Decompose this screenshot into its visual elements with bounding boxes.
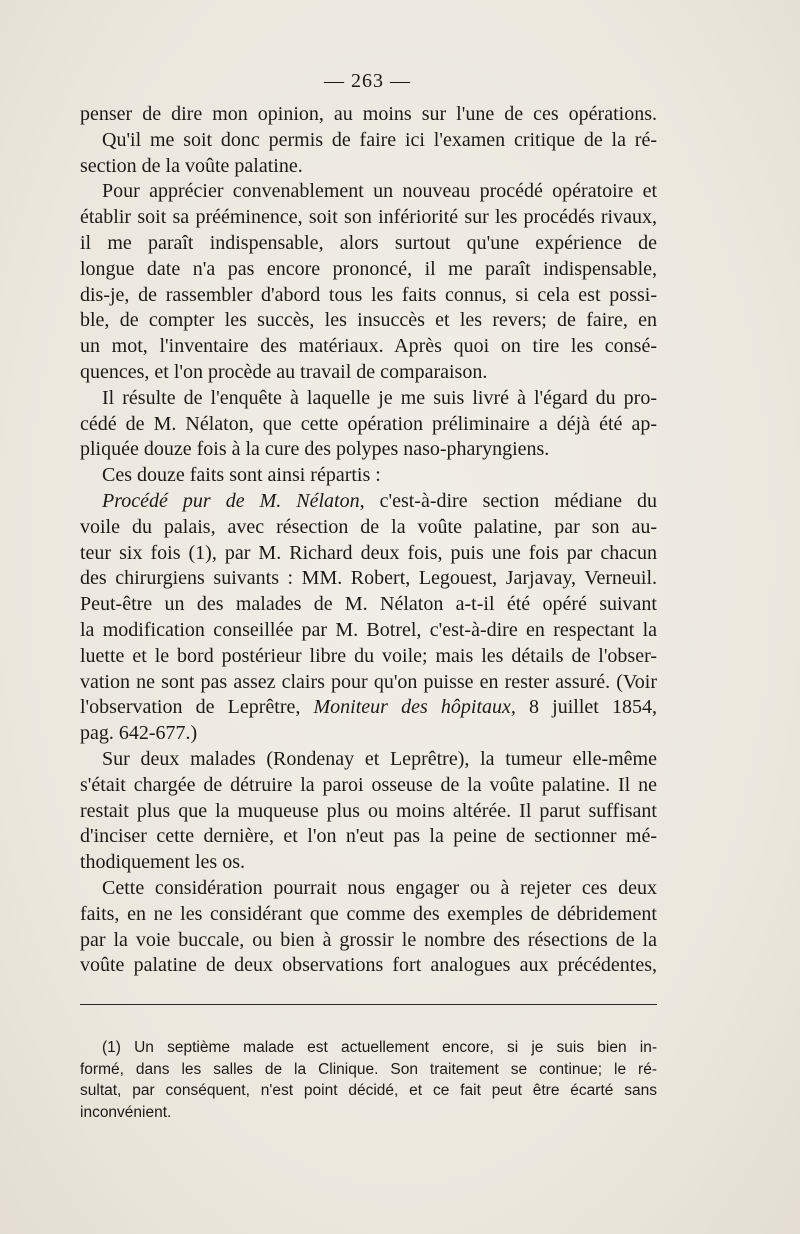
- text-segment: pag. 642-677.): [80, 722, 198, 745]
- text-segment: teur six fois (1), par M. Richard deux fois, puis une fois par chacun: [80, 541, 657, 564]
- text-segment: vation ne sont pas assez clairs pour qu'on puisse en rester assuré. (Voir: [80, 670, 657, 693]
- footnote-line: inconvénient.: [80, 1103, 172, 1121]
- text-segment: cédé de M. Nélaton, que cette opération préliminaire a déjà été ap-: [80, 412, 657, 435]
- page-number: — 263 —: [324, 70, 411, 92]
- text-segment: d'inciser cette dernière, et l'on n'eut pas la peine de sectionner mé-: [80, 825, 657, 848]
- text-line: [80, 953, 657, 979]
- text-line: [80, 541, 657, 567]
- text-segment: la modification conseillée par M. Botrel, c'est-à-dire en respectant la: [80, 618, 657, 641]
- text-line: [80, 257, 657, 283]
- text-line: [80, 437, 657, 463]
- text-segment: Il résulte de l'enquête à laquelle je me suis livré à l'égard du pro-: [102, 386, 657, 409]
- text-segment: il me paraît indispensable, alors surtout qu'une expérience de: [80, 231, 657, 254]
- text-line: [80, 489, 657, 515]
- text-line: [80, 386, 657, 412]
- text-line: [80, 128, 657, 154]
- text-line: [80, 463, 657, 489]
- text-line: [80, 154, 657, 180]
- text-line: [80, 412, 657, 438]
- text-segment: luette et le bord postérieur libre du voile; mais les détails de l'obser-: [80, 644, 657, 667]
- text-segment: Peut-être un des malades de M. Nélaton a-t-il été opéré suivant: [80, 593, 657, 616]
- italic-text: Procédé pur de M. Nélaton: [102, 489, 360, 512]
- text-line: [80, 360, 657, 386]
- text-segment: restait plus que la muqueuse plus ou moins altérée. Il parut suffisant: [80, 799, 657, 822]
- body-text: [80, 102, 657, 979]
- text-segment: faits, en ne les considérant que comme des exemples de débridement: [80, 902, 657, 925]
- text-line: [80, 773, 657, 799]
- text-segment: Ces douze faits sont ainsi répartis :: [102, 464, 381, 487]
- text-line: [80, 283, 657, 309]
- text-line: [80, 231, 657, 257]
- text-line: [80, 747, 657, 773]
- text-line: [80, 205, 657, 231]
- text-line: [80, 515, 657, 541]
- text-segment: longue date n'a pas encore prononcé, il me paraît indispensable,: [80, 257, 657, 280]
- text-line: [80, 928, 657, 954]
- text-segment: ble, de compter les succès, les insuccès et les revers; de faire, en: [80, 309, 657, 332]
- text-line: [80, 102, 657, 128]
- footnote-line: formé, dans les salles de la Clinique. Son traitement se continue; le ré-: [80, 1060, 657, 1078]
- text-line: [80, 876, 657, 902]
- text-segment: Cette considération pourrait nous engager ou à rejeter ces deux: [102, 876, 657, 899]
- text-segment: établir soit sa prééminence, soit son infériorité sur les procédés rivaux,: [80, 206, 657, 229]
- text-segment: section de la voûte palatine.: [80, 154, 303, 177]
- text-segment: Qu'il me soit donc permis de faire ici l'examen critique de la ré-: [102, 128, 657, 151]
- text-line: [80, 902, 657, 928]
- text-segment: , c'est-à-dire section médiane du: [359, 489, 657, 512]
- text-segment: un mot, l'inventaire des matériaux. Après quoi on tire les consé-: [80, 335, 657, 358]
- italic-text: Moniteur des hôpitaux,: [313, 696, 516, 719]
- text-line: [80, 824, 657, 850]
- text-line: [80, 179, 657, 205]
- text-segment: 8 juillet 1854,: [515, 696, 657, 719]
- text-line: [80, 721, 657, 747]
- text-segment: dis-je, de rassembler d'abord tous les faits connus, si cela est possi-: [80, 283, 657, 306]
- text-segment: quences, et l'on procède au travail de comparaison.: [80, 360, 488, 383]
- text-segment: penser de dire mon opinion, au moins sur l'une de ces opérations.: [80, 103, 657, 125]
- text-segment: l'observation de Leprêtre,: [80, 696, 314, 719]
- text-segment: s'était chargée de détruire la paroi osseuse de la voûte palatine. Il ne: [80, 773, 657, 796]
- footnote-line: sultat, par conséquent, n'est point décidé, et ce fait peut être écarté sans: [80, 1082, 657, 1099]
- footnote: [80, 1037, 657, 1123]
- text-line: [80, 799, 657, 825]
- text-segment: des chirurgiens suivants : MM. Robert, Legouest, Jarjavay, Verneuil.: [80, 567, 657, 590]
- text-segment: voile du palais, avec résection de la voûte palatine, par son au-: [80, 515, 657, 538]
- text-segment: par la voie buccale, ou bien à grossir le nombre des résections de la: [80, 928, 657, 951]
- text-line: [80, 850, 657, 876]
- text-segment: pliquée douze fois à la cure des polypes naso-pharyngiens.: [80, 438, 550, 461]
- text-line: [80, 334, 657, 360]
- footnote-line: (1) Un septième malade est actuellement encore, si je suis bien in-: [102, 1039, 657, 1056]
- text-line: [80, 695, 657, 721]
- text-segment: voûte palatine de deux observations fort analogues aux précédentes,: [80, 954, 657, 977]
- text-segment: thodiquement les os.: [80, 851, 245, 874]
- text-line: [80, 644, 657, 670]
- text-segment: Pour apprécier convenablement un nouveau procédé opératoire et: [102, 180, 657, 203]
- text-line: [80, 618, 657, 644]
- text-line: [80, 670, 657, 696]
- text-line: [80, 308, 657, 334]
- text-line: [80, 592, 657, 618]
- text-segment: Sur deux malades (Rondenay et Leprêtre), la tumeur elle-même: [102, 747, 657, 770]
- text-line: [80, 566, 657, 592]
- footnote-rule: [80, 1004, 657, 1005]
